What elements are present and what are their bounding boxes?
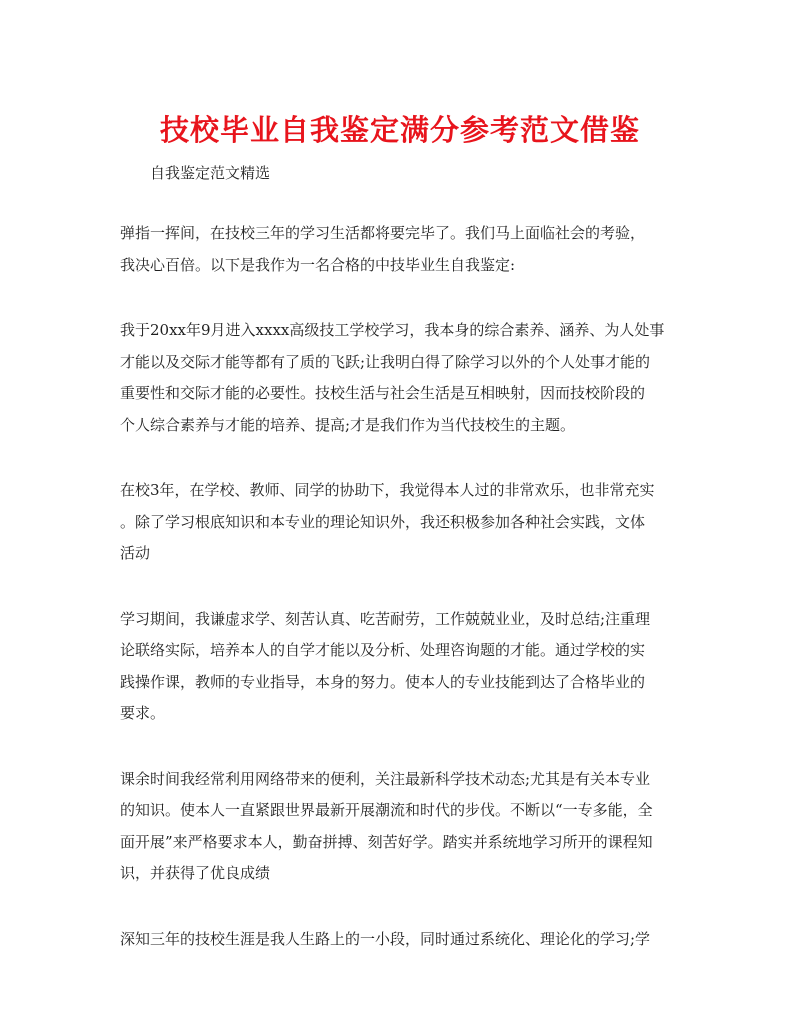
paragraph-enrollment: 我于20xx年9月进入xxxx高级技工学校学习，我本身的综合素养、涵养、为人处事 才能以及交际才能等都有了质的飞跃;让我明白得了除学习以外的个人处事才能的 重要性和交际才能的必要性。技校生活与社会生活是互相映射，因而技校阶段的 个人综合素养与才能的培养、提高;才是我们作为当代技校生的主题。 xyxy=(120,321,665,434)
document-subtitle: 自我鉴定范文精选 xyxy=(150,164,271,182)
paragraph-conclusion: 深知三年的技校生涯是我人生路上的一小段，同时通过系统化、理论化的学习;学 xyxy=(120,929,651,948)
document-body xyxy=(120,218,680,955)
paragraph-intro: 弹指一挥间，在技校三年的学习生活都将要完毕了。我们马上面临社会的考验， 我决心百倍。以下是我作为一名合格的中技毕业生自我鉴定: xyxy=(120,224,646,274)
document-title: 技校毕业自我鉴定满分参考范文借鉴 xyxy=(159,113,640,147)
paragraph-spare-time: 课余时间我经常利用网络带来的便利，关注最新科学技术动态;尤其是有关本专业 的知识。使本人一直紧跟世界最新开展潮流和时代的步伐。不断以“一专多能，全 面开展”来严格要求本人，勤奋拼搏、刻苦好学。踏实并系统地学习所开的课程知 识，并获得了优良成绩 xyxy=(120,769,653,882)
paragraph-study-period: 学习期间，我谦虚求学、刻苦认真、吃苦耐劳，工作兢兢业业，及时总结;注重理 论联络实际，培养本人的自学才能以及分析、处理咨询题的才能。通过学校的实 践操作课，教师的专业指导，本身的努力。使本人的专业技能到达了合格毕业的 要求。 xyxy=(120,609,651,722)
paragraph-school-years: 在校3年，在学校、教师、同学的协助下，我觉得本人过的非常欢乐，也非常充实 。除了学习根底知识和本专业的理论知识外，我还积极参加各种社会实践，文体 活动 xyxy=(120,481,655,562)
